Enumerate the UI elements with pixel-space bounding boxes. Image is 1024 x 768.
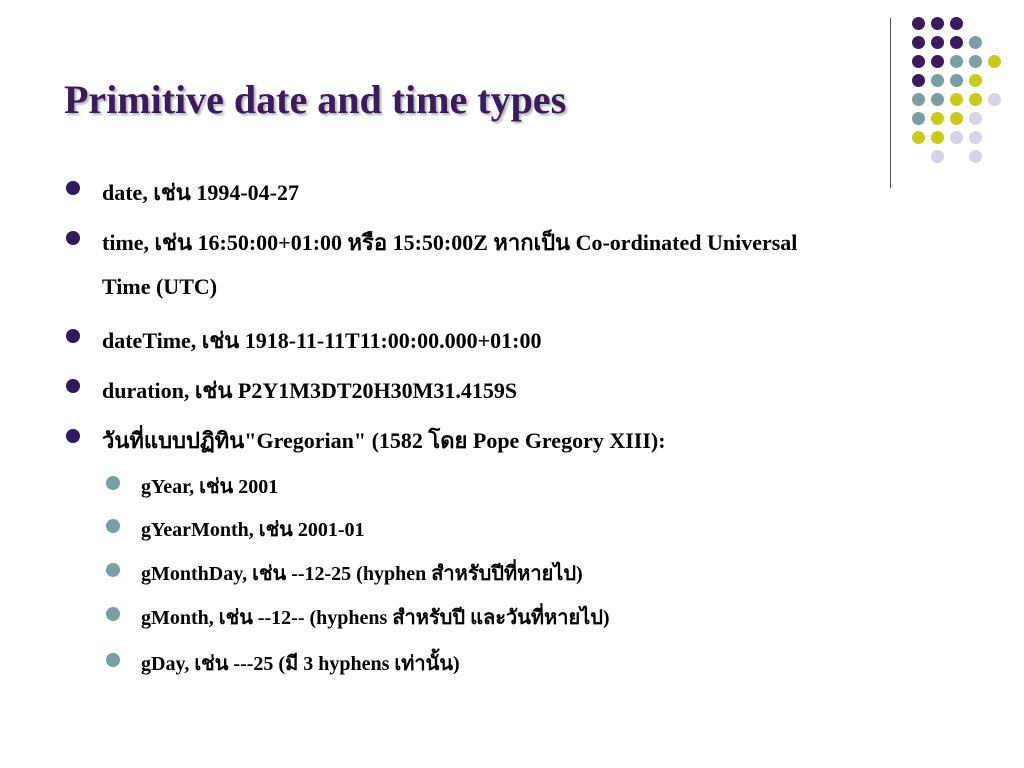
deco-dot bbox=[969, 36, 982, 49]
sub-bullet-item: gMonth, เช่น --12-- (hyphens สำหรับปี และวันที่หายไป) bbox=[141, 607, 610, 629]
sub-bullet-item: gMonthDay, เช่น --12-25 (hyphen สำหรับปีที่หายไป) bbox=[141, 563, 583, 585]
bullet-dot bbox=[66, 181, 80, 195]
deco-dot bbox=[931, 36, 944, 49]
sub-bullet-item: gYearMonth, เช่น 2001-01 bbox=[141, 519, 365, 541]
sub-bullet-item: gDay, เช่น ---25 (มี 3 hyphens เท่านั้น) bbox=[141, 653, 460, 675]
sub-bullet-item: gYear, เช่น 2001 bbox=[141, 476, 279, 498]
deco-dot bbox=[912, 55, 925, 68]
deco-dot bbox=[931, 74, 944, 87]
deco-dot bbox=[931, 55, 944, 68]
bullet-item: time, เช่น 16:50:00+01:00 หรือ 15:50:00Z หากเป็น Co-ordinated Universal bbox=[102, 230, 798, 255]
deco-dot bbox=[912, 112, 925, 125]
sub-bullet-dot bbox=[106, 476, 120, 490]
deco-dot bbox=[950, 112, 963, 125]
deco-dot bbox=[912, 131, 925, 144]
deco-dot bbox=[969, 55, 982, 68]
deco-dot bbox=[912, 74, 925, 87]
deco-dot bbox=[969, 112, 982, 125]
deco-dot bbox=[950, 36, 963, 49]
sub-bullet-dot bbox=[106, 563, 120, 577]
deco-dot bbox=[988, 55, 1001, 68]
deco-dot bbox=[912, 93, 925, 106]
deco-dot bbox=[950, 93, 963, 106]
sub-bullet-dot bbox=[106, 653, 120, 667]
deco-dot bbox=[931, 150, 944, 163]
bullet-dot bbox=[66, 231, 80, 245]
deco-dot bbox=[912, 36, 925, 49]
deco-dot bbox=[950, 55, 963, 68]
deco-dot bbox=[931, 131, 944, 144]
deco-dot bbox=[950, 74, 963, 87]
sub-bullet-dot bbox=[106, 519, 120, 533]
deco-dot bbox=[969, 131, 982, 144]
bullet-item-continuation: Time (UTC) bbox=[102, 274, 218, 299]
bullet-dot bbox=[66, 379, 80, 393]
deco-dot bbox=[931, 112, 944, 125]
deco-dot bbox=[988, 93, 1001, 106]
deco-dot bbox=[931, 17, 944, 30]
slide-title: Primitive date and time types bbox=[64, 77, 567, 122]
deco-dot bbox=[912, 17, 925, 30]
deco-dot bbox=[969, 93, 982, 106]
decorative-divider bbox=[890, 18, 891, 188]
bullet-dot bbox=[66, 329, 80, 343]
sub-bullet-dot bbox=[106, 607, 120, 621]
deco-dot bbox=[950, 131, 963, 144]
deco-dot bbox=[950, 17, 963, 30]
bullet-dot bbox=[66, 429, 80, 443]
bullet-item: วันที่แบบปฏิทิน"Gregorian" (1582 โดย Pope Gregory XIII): bbox=[102, 428, 666, 453]
bullet-item: dateTime, เช่น 1918-11-11T11:00:00.000+01:00 bbox=[102, 328, 542, 353]
deco-dot bbox=[969, 150, 982, 163]
bullet-item: date, เช่น 1994-04-27 bbox=[102, 180, 299, 205]
bullet-item: duration, เช่น P2Y1M3DT20H30M31.4159S bbox=[102, 378, 518, 403]
deco-dot bbox=[969, 74, 982, 87]
deco-dot bbox=[931, 93, 944, 106]
